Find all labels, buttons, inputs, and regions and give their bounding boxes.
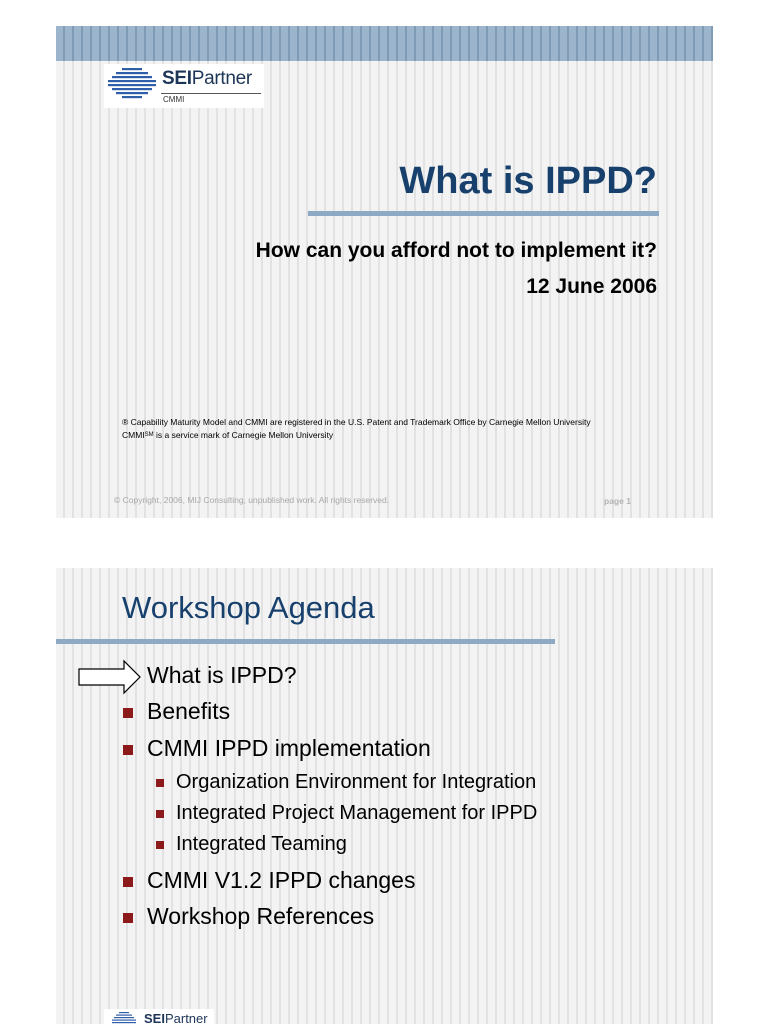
title-underline xyxy=(308,211,659,216)
slide-title: What is IPPD? xyxy=(399,160,657,202)
agenda-item xyxy=(124,698,604,726)
agenda-item-label: Organization Environment for Integration xyxy=(176,771,537,793)
copyright-footer: © Copyright, 2006, MIJ Consulting, unpublished work. All rights reserved. xyxy=(114,495,390,505)
sei-partner-logo xyxy=(104,64,264,108)
agenda-item xyxy=(124,735,604,763)
agenda-title: Workshop Agenda xyxy=(122,590,375,625)
square-bullet-icon xyxy=(156,779,164,787)
slide-header-bar xyxy=(56,26,713,61)
service-mark-notice: CMMI℠ is a service mark of Carnegie Mellon University xyxy=(122,430,334,440)
logo-wordmark: SEIPartner xyxy=(144,1011,208,1024)
logo-divider xyxy=(161,93,261,94)
square-bullet-icon xyxy=(123,745,133,755)
square-bullet-icon xyxy=(156,810,164,818)
sei-partner-logo xyxy=(104,1009,214,1024)
square-bullet-icon xyxy=(123,913,133,923)
title-underline xyxy=(56,639,555,644)
agenda-item-label: CMMI IPPD implementation xyxy=(147,735,431,761)
agenda-item-label: Integrated Teaming xyxy=(176,833,347,855)
agenda-item-label: What is IPPD? xyxy=(147,662,297,688)
square-bullet-icon xyxy=(156,841,164,849)
agenda-subitem xyxy=(157,771,637,799)
square-bullet-icon xyxy=(123,877,133,887)
agenda-item xyxy=(124,867,604,895)
agenda-item-label: Workshop References xyxy=(147,903,375,929)
logo-subtitle: CMMI xyxy=(163,95,185,104)
agenda-item xyxy=(124,903,604,931)
agenda-slide xyxy=(56,568,713,1024)
trademark-notice: ® Capability Maturity Model and CMMI are registered in the U.S. Patent and Trademark Office by Carnegie Mellon University xyxy=(122,417,591,427)
square-bullet-icon xyxy=(123,708,133,718)
page-number: page 1 xyxy=(604,496,631,506)
agenda-subitem xyxy=(157,802,637,830)
agenda-subitem xyxy=(157,833,637,861)
sei-globe-logo-icon xyxy=(106,66,158,102)
agenda-item-label: Benefits xyxy=(147,698,231,724)
sei-globe-logo-icon xyxy=(106,1011,142,1024)
logo-wordmark: SEIPartner xyxy=(162,68,252,89)
title-slide xyxy=(56,26,713,518)
agenda-item-label: Integrated Project Management for IPPD xyxy=(176,802,538,824)
agenda-item-label: CMMI V1.2 IPPD changes xyxy=(147,867,416,893)
slide-date: 12 June 2006 xyxy=(526,275,657,298)
agenda-item xyxy=(124,662,604,690)
slide-subtitle: How can you afford not to implement it? xyxy=(255,239,657,262)
